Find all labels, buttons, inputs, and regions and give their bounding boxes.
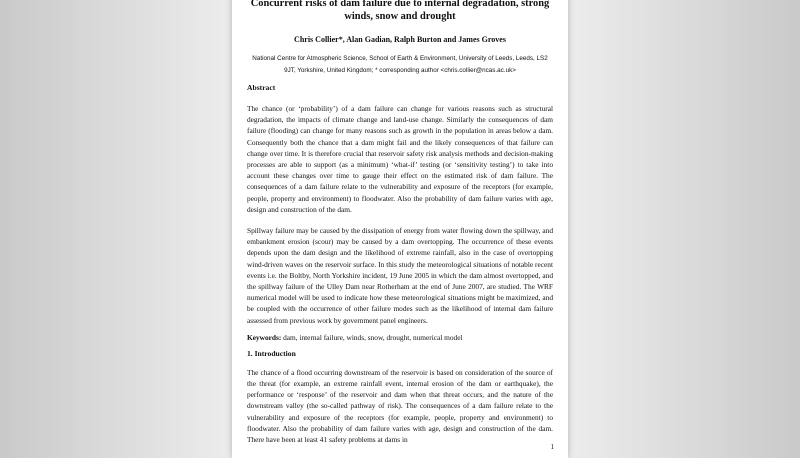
page-number: 1 <box>550 443 554 451</box>
page-content <box>247 0 553 445</box>
abstract-heading: Abstract <box>247 83 276 92</box>
keywords-text: dam, internal failure, winds, snow, drought, numerical model <box>281 332 463 342</box>
introduction-paragraph-1: The chance of a flood occurring downstream of the reservoir is based on consideration of the source of the threat (for example, an extreme rainfall event, internal erosion of the dam or earthquake), the performance or ‘response’ of the reservoir and dam when that threat occurs, and the nature of the downstream valley (the so-called pathway of risk). The consequences of a dam failure relate to the vulnerability and exposure of the receptors (for example, people, property and environment) to floodwater. Also the probability of dam failure varies with age, design and construction of the dam. There have been at least 41 safety problems at dams in <box>247 367 553 445</box>
author-affiliation: National Centre for Atmospheric Science, School of Earth & Environment, University of Leeds, Leeds, LS2 9JT, Yorkshire, United Kingdom; * corresponding author <chris.collier@ncas.ac.uk> <box>252 55 548 74</box>
keywords-label: Keywords: <box>247 332 282 342</box>
abstract-paragraph-1: The chance (or ‘probability’) of a dam failure can change for various reasons such as structural degradation, the impacts of climate change and land-use change. Similarly the consequences of dam failure (flooding) can change for many reasons such as growth in the population in areas below a dam. Consequently both the chance that a dam might fail and the likely consequences of that failure can change over time. It is therefore crucial that reservoir safety risk analysis methods and decision-making processes are able to support (as a minimum) ‘what-if’ testing (or ‘sensitivity testing’) to take into account these changes over time to gauge their effect on the estimated risk of dam failure. The consequences of a dam failure relate to the vulnerability and exposure of the receptors (for example, people, property and environment) to floodwater. Also the probability of dam failure varies with age, design and construction of the dam. <box>247 104 553 214</box>
document-page <box>232 0 568 458</box>
paper-authors: Chris Collier*, Alan Gadian, Ralph Burton and James Groves <box>294 35 506 45</box>
introduction-heading: 1. Introduction <box>247 348 296 358</box>
paper-title: Concurrent risks of dam failure due to internal degradation, strong winds, snow and drought <box>250 0 550 22</box>
abstract-paragraph-2: Spillway failure may be caused by the dissipation of energy from water flowing down the spillway, and embankment erosion (scour) may be caused by a dam overtopping. The occurrence of these events depends upon the dam design and the likelihood of extreme rainfall, also in the case of overtopping wind-driven waves on the reservoir surface. In this study the meteorological situations of notable recent events i.e. the Boltby, North Yorkshire incident, 19 June 2005 in which the dam almost overtopped, and the spillway failure of the Ulley Dam near Rotherham at the end of June 2007, are studied. The WRF numerical model will be used to indicate how these meteorological situations might be maximized, and be coupled with the occurrence of other failure modes such as the likelihood of internal dam failure assessed from previous work by government panel engineers. <box>247 226 553 325</box>
keywords-line <box>247 332 553 343</box>
